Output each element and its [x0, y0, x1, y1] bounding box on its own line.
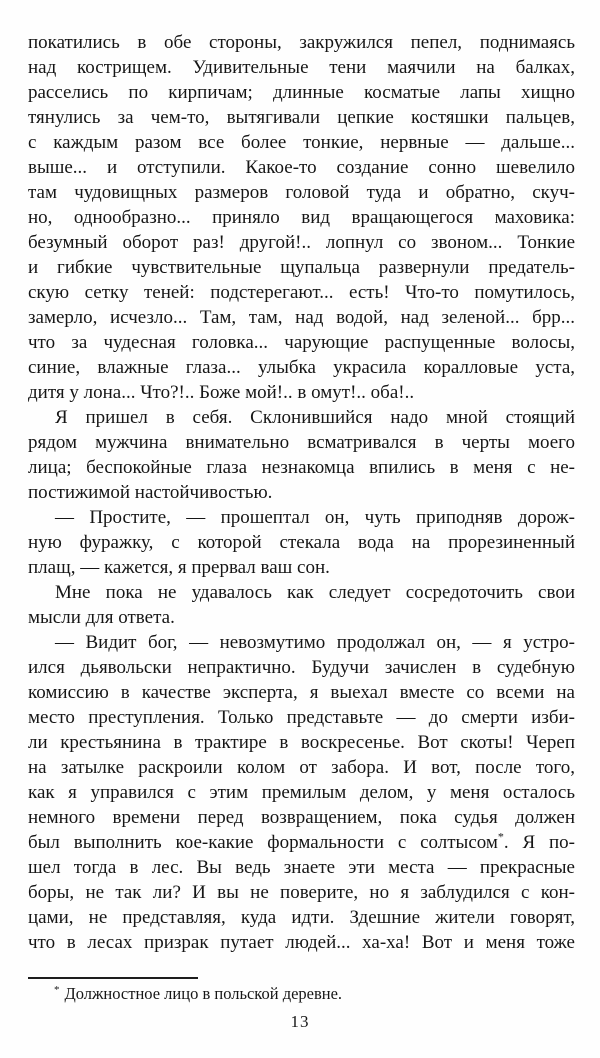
- text-line: боры, не так ли? И вы не поверите, но я заблудился с кон-: [28, 882, 575, 903]
- footnote-marker: *: [54, 983, 60, 996]
- text-line: что в лесах призрак путает людей... ха-ха! Вот и меня тоже: [28, 932, 575, 953]
- page-text: [28, 30, 575, 955]
- text-line: — Видит бог, — невозмутимо продолжал он, — я устро-: [55, 632, 575, 653]
- text-line: — Простите, — прошептал он, чуть приподняв дорож-: [55, 507, 575, 528]
- text-line: над кострищем. Удивительные тени маячили на балках,: [28, 57, 575, 78]
- text-line: немного времени перед возвращением, пока судья должен: [28, 807, 575, 828]
- text-line: на затылке раскроили колом от забора. И вот, после того,: [28, 757, 575, 778]
- text-line: расселись по кирпичам; длинные косматые лапы хищно: [28, 82, 575, 103]
- page-number: 13: [290, 1012, 310, 1031]
- text-line: был выполнить кое-какие формальности с солтысом*. Я по-: [28, 830, 575, 853]
- footnote-text: Должностное лицо в польской деревне.: [64, 984, 343, 1003]
- text-line: но, однообразно... приняло вид вращающегося маховика:: [28, 207, 575, 228]
- text-line: цами, не представляя, куда идти. Здешние жители говорят,: [28, 907, 575, 928]
- text-line: безумный оборот раз! другой!.. лопнул со звоном... Тонкие: [28, 232, 575, 253]
- text-line: тянулись за чем-то, вытягивали цепкие костяшки пальцев,: [28, 107, 575, 128]
- text-line: шел тогда в лес. Вы ведь знаете эти места — прекрасные: [28, 857, 575, 878]
- text-line: замерло, исчезло... Там, там, над водой, над зеленой... брр...: [28, 307, 575, 328]
- footnote-ref-asterisk: *: [497, 830, 504, 844]
- text-line: ную фуражку, с которой стекала вода на прорезиненный: [28, 532, 575, 553]
- text-line: что за чудесная головка... чарующие распущенные волосы,: [28, 332, 575, 353]
- text-line: с каждым разом все более тонкие, нервные — дальше...: [28, 132, 575, 153]
- text-line: покатились в обе стороны, закружился пепел, поднимаясь: [28, 32, 575, 53]
- text-line: Я пришел в себя. Склонившийся надо мной стоящий: [55, 407, 575, 428]
- text-line: синие, влажные глаза... улыбка украсила коралловые уста,: [28, 357, 575, 378]
- text-line: Мне пока не удавалось как следует сосредоточить свои: [55, 582, 575, 603]
- text-line: и гибкие чувствительные щупальца развернули предатель-: [28, 257, 575, 278]
- text-line: там чудовищных размеров головой туда и обратно, скуч-: [28, 182, 575, 203]
- text-line: плащ, — кажется, я прервал ваш сон.: [28, 557, 330, 578]
- text-line: ли крестьянина в трактире в воскресенье. Вот скоты! Череп: [28, 732, 575, 753]
- text-line: комиссию в качестве эксперта, я выехал вместе со всеми на: [28, 682, 575, 703]
- text-line: мысли для ответа.: [28, 607, 175, 628]
- text-line: место преступления. Только представьте — до смерти изби-: [28, 707, 575, 728]
- text-line: выше... и отступили. Какое-то создание сонно шевелило: [28, 157, 575, 178]
- text-line: постижимой настойчивостью.: [28, 482, 273, 503]
- text-line: рядом мужчина внимательно всматривался в черты моего: [28, 432, 575, 453]
- text-line: ился дьявольски непрактично. Будучи зачислен в судебную: [28, 657, 575, 678]
- text-line: лица; беспокойные глаза незнакомца впились в меня с не-: [28, 457, 575, 478]
- text-line: скую сетку теней: подстерегают... есть! Что-то помутилось,: [28, 282, 575, 303]
- footnote: [28, 983, 575, 1005]
- footnote-separator: [28, 977, 198, 979]
- text-line: дитя у лона... Что?!.. Боже мой!.. в омут!.. оба!..: [28, 382, 415, 403]
- text-line: как я управился с этим премилым делом, у меня осталось: [28, 782, 575, 803]
